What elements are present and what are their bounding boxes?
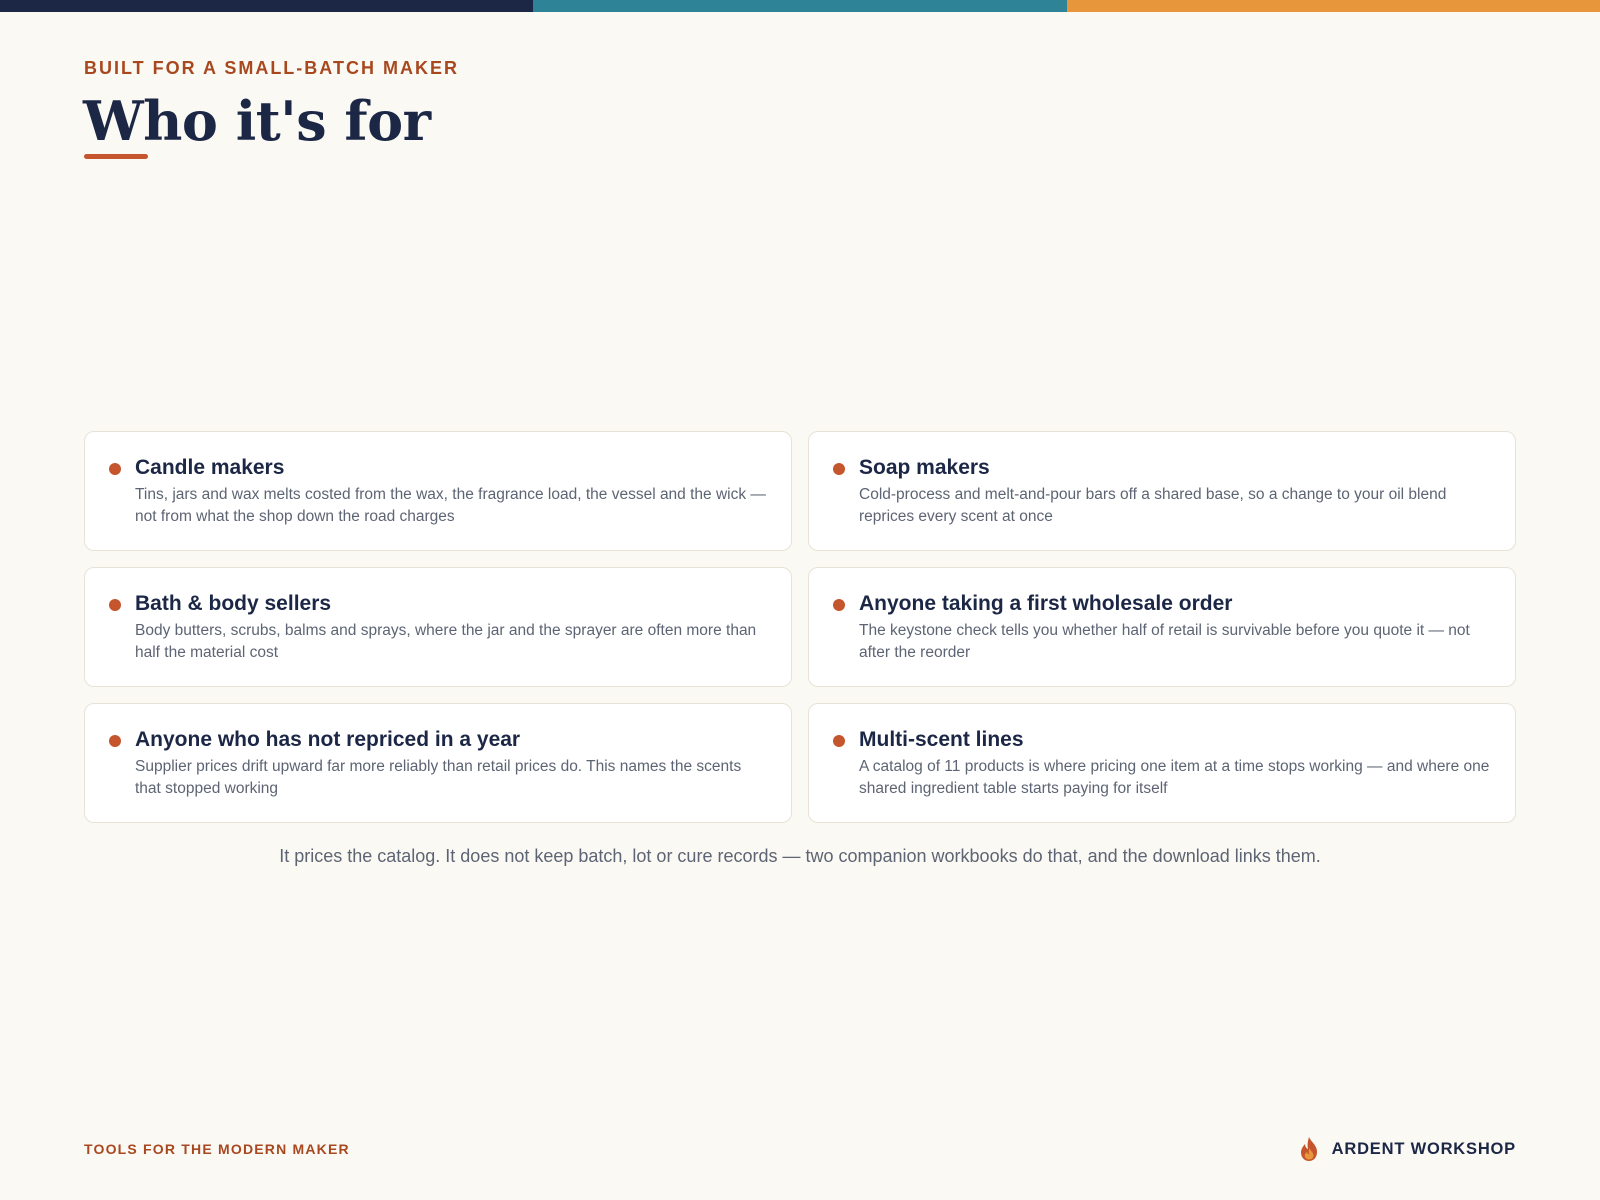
audience-card: [84, 567, 792, 687]
audience-card: [808, 567, 1516, 687]
card-description: A catalog of 11 products is where pricing one item at a time stops working — and where one shared ingredient table starts paying for itself: [859, 758, 1490, 797]
flame-icon: [1298, 1136, 1320, 1162]
audience-card: [84, 703, 792, 823]
card-description: Tins, jars and wax melts costed from the wax, the fragrance load, the vessel and the wick — not from what the shop down the road charges: [135, 486, 766, 525]
bullet-dot: [109, 599, 121, 611]
bullet-dot: [109, 463, 121, 475]
card-description: The keystone check tells you whether half of retail is survivable before you quote it — not after the reorder: [859, 622, 1470, 661]
card-title: Multi-scent lines: [859, 728, 1024, 751]
footer-brand: [1298, 1136, 1516, 1162]
card-title: Anyone taking a first wholesale order: [859, 592, 1233, 615]
footer-tagline: TOOLS FOR THE MODERN MAKER: [84, 1141, 350, 1157]
audience-card: [84, 431, 792, 551]
audience-card: [808, 431, 1516, 551]
card-description: Cold-process and melt-and-pour bars off a shared base, so a change to your oil blend reprices every scent at once: [859, 486, 1447, 525]
audience-card: [808, 703, 1516, 823]
title-underline: [84, 154, 148, 159]
eyebrow-label: BUILT FOR A SMALL-BATCH MAKER: [84, 58, 459, 78]
card-title: Candle makers: [135, 456, 285, 479]
card-title: Bath & body sellers: [135, 592, 332, 615]
top-bar-navy: [0, 0, 533, 12]
card-title: Soap makers: [859, 456, 990, 479]
audience-grid: [84, 431, 1516, 823]
bullet-dot: [833, 463, 845, 475]
bullet-dot: [833, 599, 845, 611]
card-title: Anyone who has not repriced in a year: [135, 728, 521, 751]
top-color-bar: [0, 0, 1600, 12]
scope-note: It prices the catalog. It does not keep batch, lot or cure records — two companion workbooks do that, and the download links them.: [279, 846, 1321, 866]
top-bar-teal: [533, 0, 1066, 12]
page-title: Who it's for: [83, 89, 431, 153]
top-bar-amber: [1067, 0, 1600, 12]
card-description: Supplier prices drift upward far more reliably than retail prices do. This names the scents that stopped working: [135, 758, 742, 797]
bullet-dot: [109, 735, 121, 747]
card-description: Body butters, scrubs, balms and sprays, where the jar and the sprayer are often more than half the material cost: [135, 622, 757, 661]
brand-name: ARDENT WORKSHOP: [1331, 1139, 1516, 1158]
bullet-dot: [833, 735, 845, 747]
